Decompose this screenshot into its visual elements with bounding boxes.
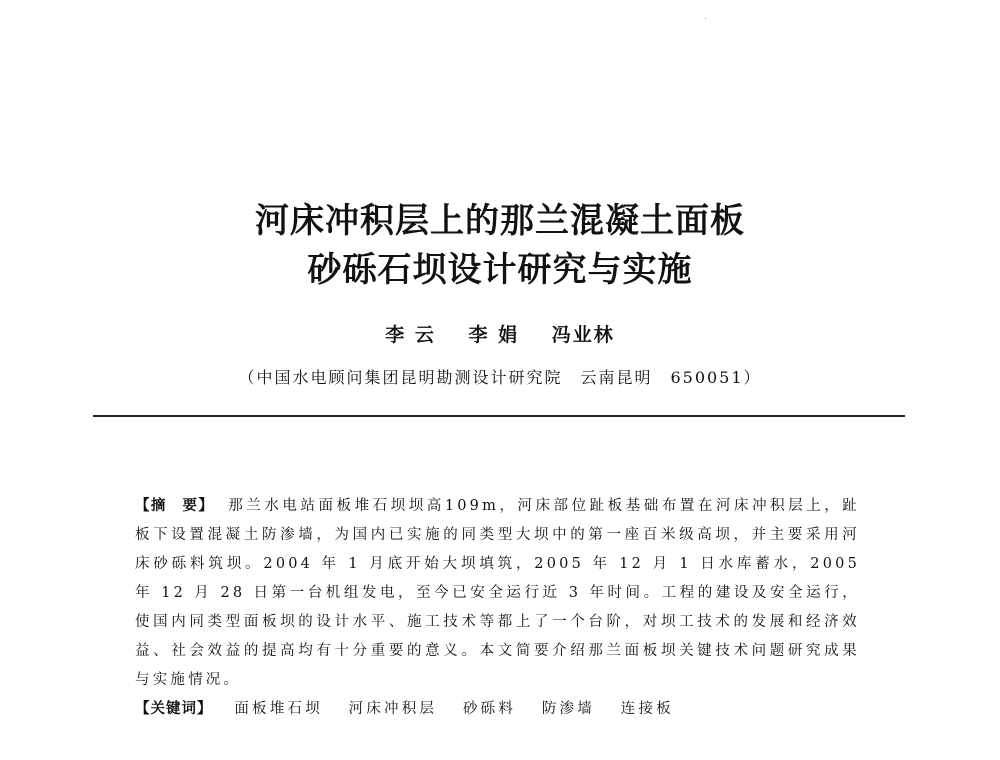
scan-artifact [705, 18, 706, 19]
keyword: 砂砾料 [462, 701, 517, 717]
author: 李 云 [385, 324, 436, 346]
keyword: 河床冲积层 [348, 701, 438, 717]
keyword: 防渗墙 [541, 701, 595, 717]
paper-title-line-1: 河床冲积层上的那兰混凝土面板 [255, 201, 745, 241]
header-divider [93, 415, 905, 417]
keywords-line [135, 695, 860, 724]
abstract-label: 【摘 要】 [135, 498, 215, 514]
abstract-block [135, 492, 860, 724]
paper-title-line-2: 砂砾石坝设计研究与实施 [307, 250, 693, 290]
author-list [0, 320, 1000, 347]
keyword: 连接板 [620, 701, 674, 717]
author: 冯业林 [551, 324, 615, 346]
keyword: 面板堆石坝 [234, 701, 323, 717]
keywords-label: 【关键词】 [135, 701, 213, 717]
affiliation: （中国水电顾问集团昆明勘测设计研究院 云南昆明 650051） [238, 368, 762, 387]
abstract-text: 那兰水电站面板堆石坝坝高109m，河床部位趾板基础布置在河床冲积层上，趾板下设置混凝土防渗墙，为国内已实施的同类型大坝中的第一座百米级高坝，并主要采用河床砂砾料筑坝。2004 年 1 月底开始大坝填筑，2005 年 12 月 1 日水库蓄水，2005 年 12 月 28 日第一台机组发电，至今已安全运行近 3 年时间。工程的建设及安全运行，使国内同类型面板坝的设计水平、施工技术等都上了一个台阶，对坝工技术的发展和经济效益、社会效益的提高均有十分重要的意义。本文简要介绍那兰面板坝关键技术问题研究成果与实施情况。 [135, 498, 861, 688]
author: 李 娟 [468, 324, 520, 346]
